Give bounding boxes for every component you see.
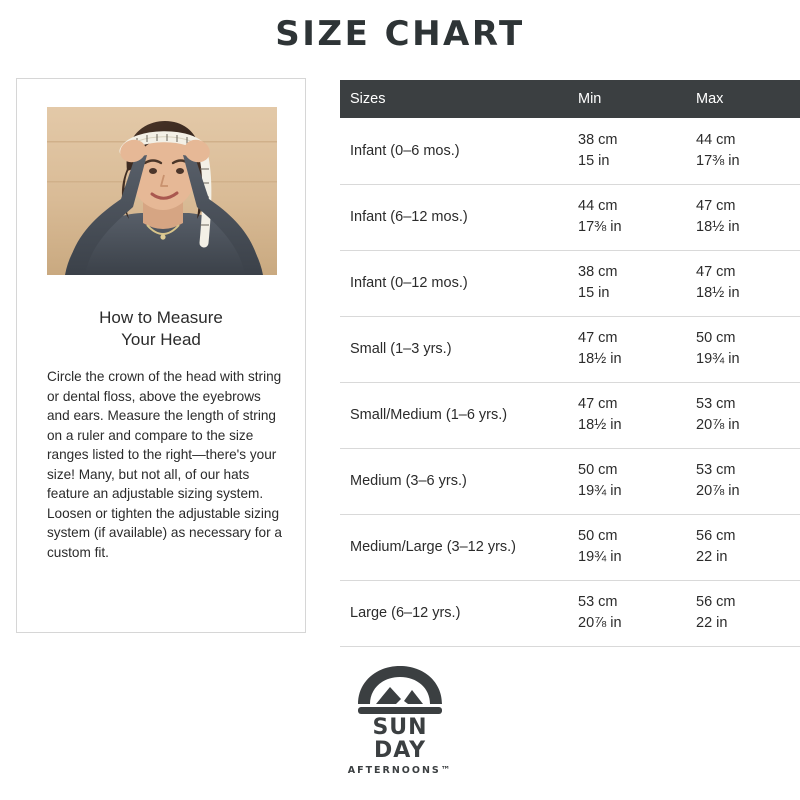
table-row [340, 382, 800, 448]
table-row [340, 580, 800, 646]
cell-min [564, 580, 682, 646]
size-table-header [340, 80, 800, 118]
cell-max-in: 22 in [696, 615, 728, 631]
column-header-sizes: Sizes [340, 80, 564, 118]
cell-max-cm: 56 cm [696, 528, 736, 544]
table-row [340, 448, 800, 514]
cell-size: Infant (0–6 mos.) [340, 118, 564, 184]
cell-min [564, 316, 682, 382]
page-title: SIZE CHART [275, 14, 525, 54]
size-table [340, 80, 800, 647]
cell-min [564, 514, 682, 580]
logo-text-sun: SUN [372, 715, 428, 740]
table-row [340, 118, 800, 184]
brand-logo [0, 660, 800, 778]
cell-min [564, 184, 682, 250]
how-to-measure-instructions: Circle the crown of the head with string or dental floss, above the eyebrows and ears. Measure the length of string on a ruler and compare to the size ranges listed to the right—there's your size! Many, but not all, of our hats feature an adjustable sizing system. Loosen or tighten the adjustable sizing system (if available) as necessary for a custom fit. [47, 369, 282, 560]
cell-max-in: 22 in [696, 549, 728, 565]
logo-text-day: DAY [373, 738, 427, 763]
logo-text-afternoons: AFTERNOONS™ [347, 765, 453, 776]
cell-max [682, 382, 800, 448]
how-to-measure-heading-line1: How to Measure [99, 308, 223, 327]
how-to-measure-heading-line2: Your Head [121, 330, 201, 349]
cell-min-in: 19¾ in [578, 549, 622, 565]
column-header-min: Min [564, 80, 682, 118]
cell-min [564, 118, 682, 184]
cell-min [564, 382, 682, 448]
cell-max [682, 448, 800, 514]
cell-max [682, 250, 800, 316]
cell-min-in: 18½ in [578, 417, 622, 433]
cell-min-cm: 50 cm [578, 528, 618, 544]
size-table-body [340, 118, 800, 646]
cell-max-in: 18½ in [696, 285, 740, 301]
cell-min-cm: 38 cm [578, 131, 618, 148]
table-row [340, 184, 800, 250]
table-header-row [340, 80, 800, 118]
cell-max-in: 20⅞ in [696, 417, 740, 433]
cell-max-in: 17⅜ in [696, 152, 740, 169]
cell-max [682, 316, 800, 382]
cell-max-in: 20⅞ in [696, 483, 740, 499]
cell-min-cm: 47 cm [578, 396, 618, 412]
cell-max-cm: 47 cm [696, 264, 736, 280]
cell-max-cm: 50 cm [696, 330, 736, 346]
table-row [340, 514, 800, 580]
cell-min-cm: 44 cm [578, 198, 618, 214]
cell-max-in: 19¾ in [696, 351, 740, 367]
table-row [340, 316, 800, 382]
cell-size: Infant (0–12 mos.) [340, 250, 564, 316]
table-row [340, 250, 800, 316]
column-header-max: Max [682, 80, 800, 118]
cell-min-in: 19¾ in [578, 483, 622, 499]
cell-size: Medium (3–6 yrs.) [340, 448, 564, 514]
size-table-container [340, 80, 784, 647]
cell-max-in: 18½ in [696, 219, 740, 235]
how-to-measure-heading [17, 307, 305, 351]
cell-size: Infant (6–12 mos.) [340, 184, 564, 250]
cell-min-in: 18½ in [578, 351, 622, 367]
cell-max-cm: 53 cm [696, 462, 736, 478]
cell-min-in: 17⅜ in [578, 219, 622, 235]
cell-min-in: 15 in [578, 285, 610, 301]
cell-max-cm: 44 cm [696, 131, 736, 148]
cell-max-cm: 56 cm [696, 594, 736, 610]
woman-measuring-head-photo [47, 107, 277, 275]
cell-min-cm: 50 cm [578, 462, 618, 478]
cell-min-in: 20⅞ in [578, 615, 622, 631]
cell-size: Medium/Large (3–12 yrs.) [340, 514, 564, 580]
cell-max-cm: 47 cm [696, 198, 736, 214]
cell-max [682, 580, 800, 646]
cell-min [564, 250, 682, 316]
cell-min-cm: 53 cm [578, 594, 618, 610]
cell-size: Large (6–12 yrs.) [340, 580, 564, 646]
cell-max [682, 184, 800, 250]
cell-min-cm: 47 cm [578, 330, 618, 346]
cell-size: Small (1–3 yrs.) [340, 316, 564, 382]
how-to-measure-card [16, 78, 306, 633]
cell-min-in: 15 in [578, 152, 610, 169]
cell-min [564, 448, 682, 514]
cell-max [682, 118, 800, 184]
cell-max-cm: 53 cm [696, 396, 736, 412]
cell-size: Small/Medium (1–6 yrs.) [340, 382, 564, 448]
cell-min-cm: 38 cm [578, 264, 618, 280]
mountain-sun-logo-icon [352, 660, 448, 716]
cell-max [682, 514, 800, 580]
